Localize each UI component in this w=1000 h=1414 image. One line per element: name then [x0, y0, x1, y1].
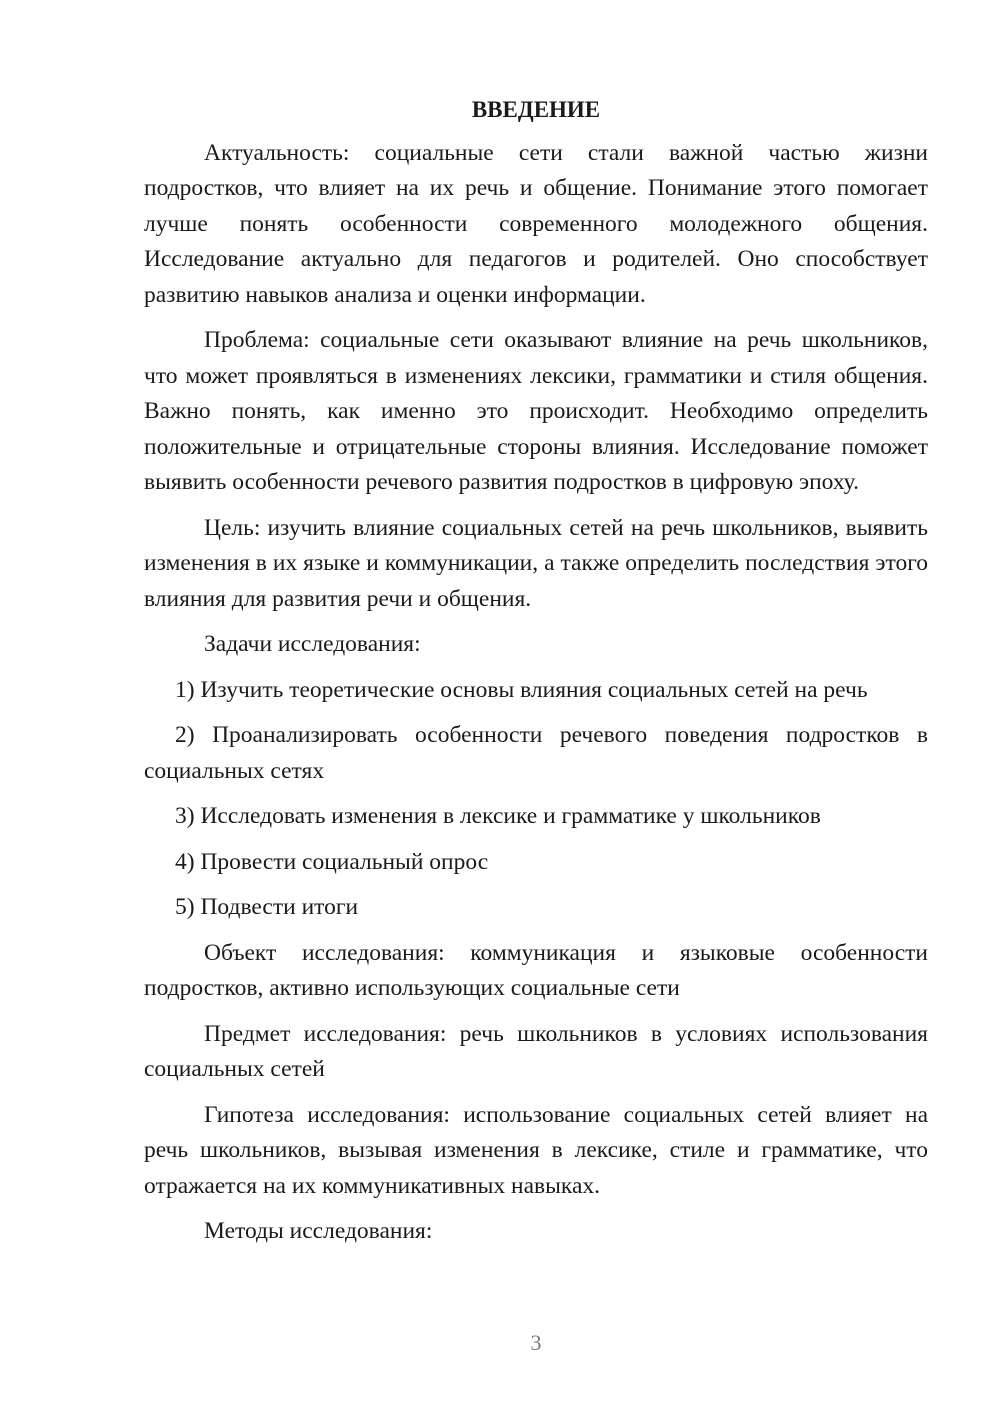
- relevance-paragraph: Актуальность: социальные сети стали важной частью жизни подростков, что влияет на их речь и общение. Понимание этого помогает лучше понять особенности современного молодежного общения. Исследование актуально для педагогов и родителей. Оно способствует развитию навыков анализа и оценки информации.: [144, 139, 928, 308]
- document-page: [144, 92, 928, 1260]
- page-number: 3: [530, 1330, 542, 1355]
- task-item: 3) Исследовать изменения в лексике и грамматике у школьников: [175, 803, 821, 829]
- tasks-heading: Задачи исследования:: [204, 631, 421, 657]
- methods-heading: Методы исследования:: [204, 1218, 433, 1244]
- task-item: 4) Провести социальный опрос: [175, 848, 489, 875]
- problem-paragraph: Проблема: социальные сети оказывают влияние на речь школьников, что может проявляться в изменениях лексики, грамматики и стиля общения. Важно понять, как именно это происходит. Необходимо определить положительные и отрицательные стороны влияния. Исследование поможет выявить особенности речевого развития подростков в цифровую эпоху.: [144, 327, 928, 495]
- object-paragraph: Объект исследования: коммуникация и языковые особенности подростков, активно использующих социальные сети: [144, 939, 928, 1001]
- subject-paragraph: Предмет исследования: речь школьников в условиях использования социальных сетей: [144, 1020, 928, 1082]
- task-item: 2) Проанализировать особенности речевого поведения подростков в социальных сетях: [144, 722, 928, 784]
- tasks-list: [144, 673, 928, 926]
- task-item: 1) Изучить теоретические основы влияния социальных сетей на речь: [175, 676, 868, 703]
- hypothesis-paragraph: Гипотеза исследования: использование социальных сетей влияет на речь школьников, вызывая изменения в лексике, стиле и грамматике, что отражается на их коммуникативных навыках.: [144, 1101, 928, 1199]
- page-title: ВВЕДЕНИЕ: [471, 97, 601, 122]
- goal-paragraph: Цель: изучить влияние социальных сетей на речь школьников, выявить изменения в их языке и коммуникации, а также определить последствия этого влияния для развития речи и общения.: [144, 514, 928, 612]
- task-item: 5) Подвести итоги: [175, 894, 359, 920]
